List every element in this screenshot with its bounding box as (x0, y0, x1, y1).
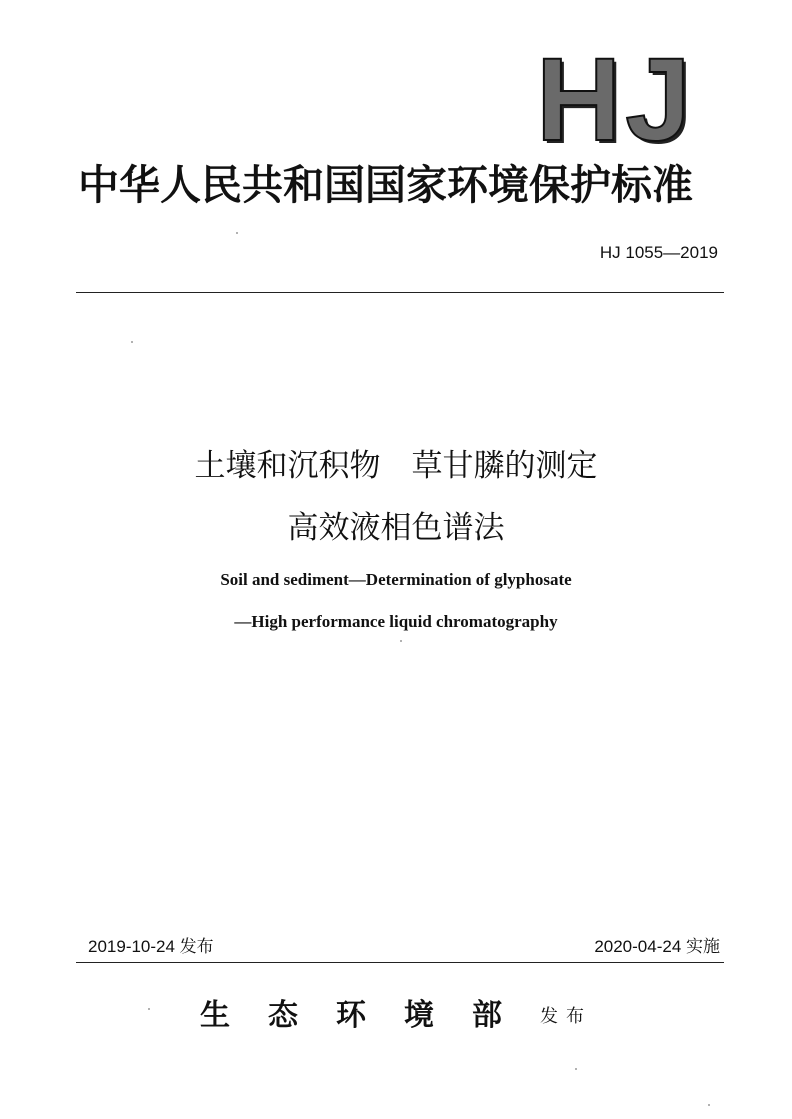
org-title: 中华人民共和国国家环境保护标准 (78, 161, 693, 209)
scan-speck (236, 232, 238, 234)
title-cn-line1: 土壤和沉积物 草甘膦的测定 (194, 448, 598, 484)
title-en-line1: Soil and sediment—Determination of glyphosate (220, 570, 572, 589)
scan-speck (400, 640, 402, 642)
scan-speck (131, 341, 133, 343)
issue-date: 2019-10-24 发布 (88, 937, 214, 956)
publisher-name: 生态环境部 (200, 998, 540, 1033)
hj-logo: HJ (536, 50, 695, 150)
scan-speck (148, 1008, 150, 1010)
header-divider (76, 292, 724, 293)
publisher-suffix: 发布 (540, 1006, 592, 1027)
title-en-line2: —High performance liquid chromatography (234, 612, 558, 631)
scan-speck (575, 1068, 577, 1070)
title-cn-line2: 高效液相色谱法 (287, 510, 505, 546)
publisher-line (0, 996, 792, 1040)
scan-speck (708, 1104, 710, 1106)
footer-divider (76, 962, 724, 963)
standard-number: HJ 1055—2019 (599, 243, 718, 262)
implementation-date: 2020-04-24 实施 (594, 937, 720, 956)
